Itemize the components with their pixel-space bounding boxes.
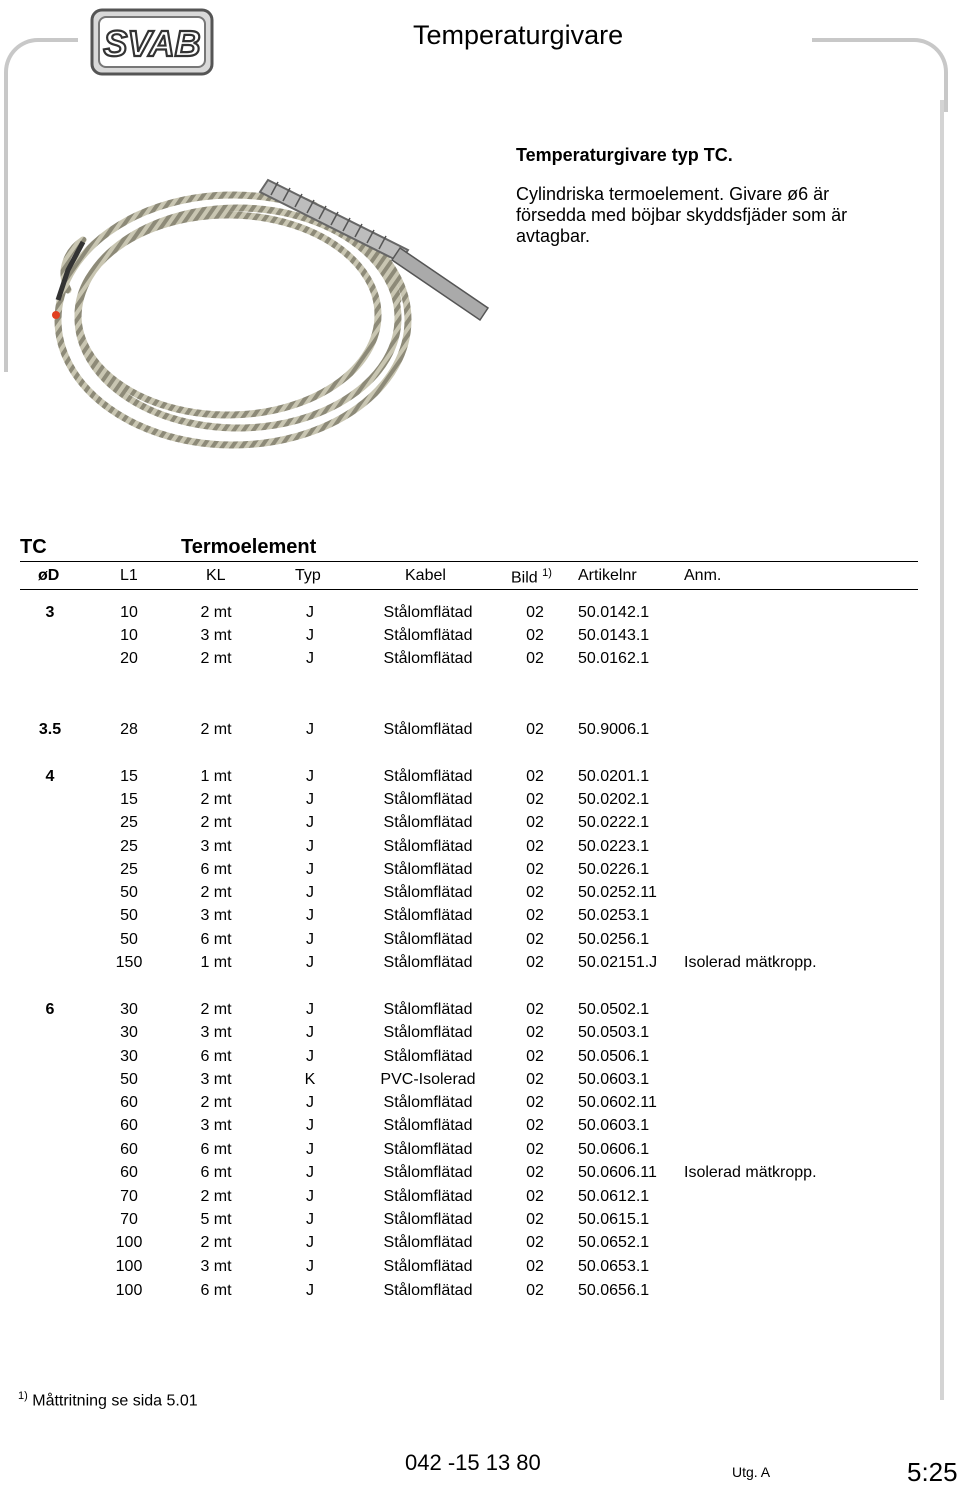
cell-kabel: Stålomflätad bbox=[383, 1141, 473, 1158]
cell-artikel: 50.0656.1 bbox=[578, 1282, 650, 1299]
cell-kl: 6 mt bbox=[200, 1048, 232, 1065]
cell-kl: 2 mt bbox=[200, 650, 232, 667]
cell-d: 3 bbox=[45, 604, 55, 621]
cell-l1: 50 bbox=[120, 907, 138, 924]
cell-artikel: 50.0252.11 bbox=[578, 884, 657, 901]
page-frame-right-edge bbox=[940, 100, 944, 1400]
cell-kabel: Stålomflätad bbox=[383, 791, 473, 808]
col-header-bild-note: 1) bbox=[542, 567, 552, 579]
cell-typ: J bbox=[306, 1282, 314, 1299]
cell-bild: 02 bbox=[526, 1282, 544, 1299]
cell-d: 4 bbox=[45, 768, 55, 785]
cell-l1: 100 bbox=[115, 1234, 143, 1251]
cell-l1: 50 bbox=[120, 884, 138, 901]
cell-typ: J bbox=[306, 604, 314, 621]
cell-bild: 02 bbox=[526, 931, 544, 948]
cell-l1: 150 bbox=[115, 954, 143, 971]
cell-kl: 3 mt bbox=[200, 1117, 232, 1134]
cell-artikel: 50.0222.1 bbox=[578, 814, 650, 831]
cell-l1: 30 bbox=[120, 1048, 138, 1065]
cell-kl: 3 mt bbox=[200, 838, 232, 855]
cell-typ: J bbox=[306, 768, 314, 785]
cell-kabel: Stålomflätad bbox=[383, 1094, 473, 1111]
cell-kl: 1 mt bbox=[200, 768, 232, 785]
cell-bild: 02 bbox=[526, 884, 544, 901]
cell-kl: 6 mt bbox=[200, 1282, 232, 1299]
cell-kl: 3 mt bbox=[200, 1071, 232, 1088]
cell-l1: 10 bbox=[120, 627, 138, 644]
cell-typ: J bbox=[306, 1164, 314, 1181]
cell-l1: 10 bbox=[120, 604, 138, 621]
cell-kabel: Stålomflätad bbox=[383, 1188, 473, 1205]
cell-kabel: Stålomflätad bbox=[383, 954, 473, 971]
svab-logo bbox=[90, 8, 214, 76]
cell-kabel: Stålomflätad bbox=[383, 1048, 473, 1065]
col-header-typ: Typ bbox=[295, 567, 321, 584]
intro-text: Cylindriska termoelement. Givare ø6 är försedda med böjbar skyddsfjäder som är avtagbar. bbox=[516, 184, 848, 246]
cell-artikel: 50.0603.1 bbox=[578, 1117, 650, 1134]
cell-bild: 02 bbox=[526, 1024, 544, 1041]
col-header-d: øD bbox=[38, 567, 60, 584]
col-header-bild-label: Bild bbox=[511, 569, 538, 587]
cell-l1: 70 bbox=[120, 1211, 138, 1228]
cell-kl: 2 mt bbox=[200, 1188, 232, 1205]
cell-kabel: Stålomflätad bbox=[383, 1024, 473, 1041]
cell-bild: 02 bbox=[526, 954, 544, 971]
cell-kl: 6 mt bbox=[200, 861, 232, 878]
cell-bild: 02 bbox=[526, 1117, 544, 1134]
cell-bild: 02 bbox=[526, 1188, 544, 1205]
cell-kl: 5 mt bbox=[200, 1211, 232, 1228]
cell-bild: 02 bbox=[526, 1164, 544, 1181]
cell-artikel: 50.0503.1 bbox=[578, 1024, 650, 1041]
cell-artikel: 50.0602.11 bbox=[578, 1094, 657, 1111]
cell-anm: Isolerad mätkropp. bbox=[684, 1164, 817, 1181]
cell-bild: 02 bbox=[526, 1071, 544, 1088]
cell-typ: J bbox=[306, 1094, 314, 1111]
cell-kabel: Stålomflätad bbox=[383, 1001, 473, 1018]
page-title: Temperaturgivare bbox=[413, 20, 624, 50]
cell-artikel: 50.0603.1 bbox=[578, 1071, 650, 1088]
cell-l1: 20 bbox=[120, 650, 138, 667]
cell-kl: 3 mt bbox=[200, 1258, 232, 1275]
cell-typ: J bbox=[306, 1001, 314, 1018]
cell-bild: 02 bbox=[526, 1001, 544, 1018]
cell-bild: 02 bbox=[526, 768, 544, 785]
cell-l1: 50 bbox=[120, 931, 138, 948]
svg-text:SVAB: SVAB bbox=[103, 23, 201, 64]
cell-kl: 2 mt bbox=[200, 604, 232, 621]
cell-typ: J bbox=[306, 884, 314, 901]
cell-artikel: 50.0506.1 bbox=[578, 1048, 650, 1065]
cell-typ: J bbox=[306, 1117, 314, 1134]
cell-artikel: 50.0226.1 bbox=[578, 861, 650, 878]
cell-typ: J bbox=[306, 1024, 314, 1041]
footnote-mark: 1) bbox=[18, 1390, 28, 1402]
table-header-rule bbox=[20, 589, 918, 590]
cell-artikel: 50.0612.1 bbox=[578, 1188, 650, 1205]
cell-kl: 2 mt bbox=[200, 1094, 232, 1111]
cell-l1: 60 bbox=[120, 1141, 138, 1158]
cell-kabel: Stålomflätad bbox=[383, 1164, 473, 1181]
cell-typ: K bbox=[304, 1071, 316, 1088]
cell-artikel: 50.0653.1 bbox=[578, 1258, 650, 1275]
cell-l1: 70 bbox=[120, 1188, 138, 1205]
cell-kabel: Stålomflätad bbox=[383, 1234, 473, 1251]
cell-kl: 2 mt bbox=[200, 721, 232, 738]
cell-kl: 1 mt bbox=[200, 954, 232, 971]
cell-l1: 50 bbox=[120, 1071, 138, 1088]
cell-bild: 02 bbox=[526, 861, 544, 878]
cell-l1: 100 bbox=[115, 1258, 143, 1275]
cell-kabel: PVC-Isolerad bbox=[380, 1071, 476, 1088]
cell-kabel: Stålomflätad bbox=[383, 838, 473, 855]
cell-kabel: Stålomflätad bbox=[383, 1211, 473, 1228]
cell-l1: 25 bbox=[120, 861, 138, 878]
cell-artikel: 50.0223.1 bbox=[578, 838, 650, 855]
cell-typ: J bbox=[306, 791, 314, 808]
cell-typ: J bbox=[306, 721, 314, 738]
cell-bild: 02 bbox=[526, 1094, 544, 1111]
cell-bild: 02 bbox=[526, 791, 544, 808]
cell-artikel: 50.9006.1 bbox=[578, 721, 650, 738]
cell-bild: 02 bbox=[526, 627, 544, 644]
cell-bild: 02 bbox=[526, 604, 544, 621]
cell-artikel: 50.0606.1 bbox=[578, 1141, 650, 1158]
cell-l1: 28 bbox=[120, 721, 138, 738]
cell-artikel: 50.02151.J bbox=[578, 954, 658, 971]
cell-bild: 02 bbox=[526, 838, 544, 855]
cell-l1: 25 bbox=[120, 814, 138, 831]
cell-typ: J bbox=[306, 814, 314, 831]
cell-l1: 15 bbox=[120, 791, 138, 808]
cell-typ: J bbox=[306, 838, 314, 855]
cell-d: 3.5 bbox=[38, 721, 62, 738]
cell-artikel: 50.0162.1 bbox=[578, 650, 650, 667]
col-header-anm: Anm. bbox=[684, 567, 722, 584]
cell-bild: 02 bbox=[526, 650, 544, 667]
cell-kabel: Stålomflätad bbox=[383, 1258, 473, 1275]
table-group-title: Termoelement bbox=[181, 536, 317, 558]
cell-l1: 100 bbox=[115, 1282, 143, 1299]
footer-page-number: 5:25 bbox=[907, 1457, 958, 1487]
cell-artikel: 50.0256.1 bbox=[578, 931, 650, 948]
cell-kabel: Stålomflätad bbox=[383, 1282, 473, 1299]
cell-typ: J bbox=[306, 1048, 314, 1065]
cell-artikel: 50.0143.1 bbox=[578, 627, 650, 644]
cell-kabel: Stålomflätad bbox=[383, 627, 473, 644]
cell-bild: 02 bbox=[526, 907, 544, 924]
cell-bild: 02 bbox=[526, 1048, 544, 1065]
cell-bild: 02 bbox=[526, 1234, 544, 1251]
cell-typ: J bbox=[306, 627, 314, 644]
cell-kl: 2 mt bbox=[200, 884, 232, 901]
footnote bbox=[18, 1390, 198, 1410]
cell-kl: 3 mt bbox=[200, 907, 232, 924]
cell-kl: 3 mt bbox=[200, 1024, 232, 1041]
cell-anm: Isolerad mätkropp. bbox=[684, 954, 817, 971]
intro-heading: Temperaturgivare typ TC. bbox=[516, 145, 733, 165]
cell-l1: 15 bbox=[120, 768, 138, 785]
thermocouple-photo bbox=[28, 170, 498, 460]
cell-d: 6 bbox=[45, 1001, 55, 1018]
footnote-text: Måttritning se sida 5.01 bbox=[32, 1392, 198, 1410]
cell-artikel: 50.0142.1 bbox=[578, 604, 650, 621]
cell-typ: J bbox=[306, 907, 314, 924]
cell-typ: J bbox=[306, 1258, 314, 1275]
cell-bild: 02 bbox=[526, 1258, 544, 1275]
cell-bild: 02 bbox=[526, 721, 544, 738]
cell-artikel: 50.0502.1 bbox=[578, 1001, 650, 1018]
cell-artikel: 50.0253.1 bbox=[578, 907, 650, 924]
cell-l1: 30 bbox=[120, 1001, 138, 1018]
cell-l1: 60 bbox=[120, 1117, 138, 1134]
cell-l1: 25 bbox=[120, 838, 138, 855]
cell-typ: J bbox=[306, 1211, 314, 1228]
table-group-label: TC bbox=[20, 536, 47, 558]
cell-typ: J bbox=[306, 931, 314, 948]
cell-l1: 30 bbox=[120, 1024, 138, 1041]
cell-kl: 3 mt bbox=[200, 627, 232, 644]
cell-artikel: 50.0606.11 bbox=[578, 1164, 657, 1181]
cell-bild: 02 bbox=[526, 1211, 544, 1228]
cell-typ: J bbox=[306, 1188, 314, 1205]
cell-kabel: Stålomflätad bbox=[383, 721, 473, 738]
cell-kabel: Stålomflätad bbox=[383, 768, 473, 785]
cell-kl: 2 mt bbox=[200, 1234, 232, 1251]
cell-kabel: Stålomflätad bbox=[383, 604, 473, 621]
cell-kl: 6 mt bbox=[200, 1141, 232, 1158]
cell-kl: 2 mt bbox=[200, 1001, 232, 1018]
cell-artikel: 50.0202.1 bbox=[578, 791, 650, 808]
cell-kl: 6 mt bbox=[200, 1164, 232, 1181]
cell-kabel: Stålomflätad bbox=[383, 1117, 473, 1134]
cell-bild: 02 bbox=[526, 814, 544, 831]
cell-bild: 02 bbox=[526, 1141, 544, 1158]
col-header-bild bbox=[511, 567, 552, 587]
cell-kabel: Stålomflätad bbox=[383, 907, 473, 924]
cell-kabel: Stålomflätad bbox=[383, 650, 473, 667]
cell-kabel: Stålomflätad bbox=[383, 931, 473, 948]
col-header-kl: KL bbox=[206, 567, 226, 584]
page-frame-right bbox=[812, 38, 948, 112]
footer-phone: 042 -15 13 80 bbox=[405, 1450, 541, 1475]
cell-typ: J bbox=[306, 954, 314, 971]
intro-block bbox=[516, 145, 876, 247]
cell-kabel: Stålomflätad bbox=[383, 861, 473, 878]
cell-artikel: 50.0615.1 bbox=[578, 1211, 650, 1228]
cell-l1: 60 bbox=[120, 1094, 138, 1111]
cell-kabel: Stålomflätad bbox=[383, 884, 473, 901]
col-header-l1: L1 bbox=[120, 567, 138, 584]
footer-edition: Utg. A bbox=[732, 1464, 771, 1480]
cell-typ: J bbox=[306, 861, 314, 878]
cell-l1: 60 bbox=[120, 1164, 138, 1181]
cell-kl: 2 mt bbox=[200, 814, 232, 831]
cell-typ: J bbox=[306, 1234, 314, 1251]
table-top-rule bbox=[20, 561, 918, 562]
cell-typ: J bbox=[306, 650, 314, 667]
col-header-artikel: Artikelnr bbox=[578, 567, 637, 584]
cell-kl: 6 mt bbox=[200, 931, 232, 948]
cell-typ: J bbox=[306, 1141, 314, 1158]
cell-kl: 2 mt bbox=[200, 791, 232, 808]
cell-kabel: Stålomflätad bbox=[383, 814, 473, 831]
col-header-kabel: Kabel bbox=[405, 567, 446, 584]
cell-artikel: 50.0201.1 bbox=[578, 768, 650, 785]
cell-artikel: 50.0652.1 bbox=[578, 1234, 650, 1251]
